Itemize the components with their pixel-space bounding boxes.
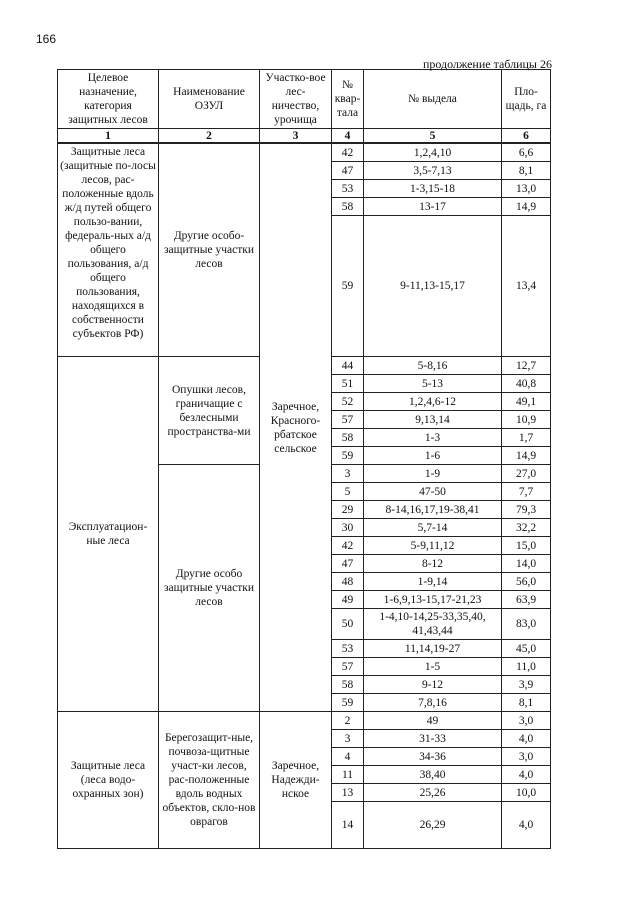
forestry-zarechnoe-krasnogorbatskoe: Заречное, Красного-рбатское сельское	[260, 143, 332, 712]
quarter-cell: 5	[332, 483, 364, 501]
plot-cell: 1,2,4,10	[364, 143, 502, 162]
table-row	[58, 712, 551, 730]
table-row	[58, 143, 551, 162]
plot-cell: 1-6,9,13-15,17-21,23	[364, 591, 502, 609]
plot-cell: 8-14,16,17,19-38,41	[364, 501, 502, 519]
quarter-cell: 2	[332, 712, 364, 730]
ozul-name-other-protective-2: Другие особо защитные участки лесов	[159, 465, 260, 712]
header-purpose: Целевое назначение, категория защитных лесов	[58, 70, 159, 129]
column-number-row	[58, 129, 551, 144]
quarter-cell: 49	[332, 591, 364, 609]
area-cell: 4,0	[502, 730, 551, 748]
quarter-cell: 59	[332, 694, 364, 712]
area-cell: 10,0	[502, 784, 551, 802]
quarter-cell: 3	[332, 730, 364, 748]
area-cell: 4,0	[502, 766, 551, 784]
plot-cell: 5-8,16	[364, 357, 502, 375]
area-cell: 11,0	[502, 658, 551, 676]
area-cell: 12,7	[502, 357, 551, 375]
plot-cell: 9-12	[364, 676, 502, 694]
quarter-cell: 52	[332, 393, 364, 411]
area-cell: 27,0	[502, 465, 551, 483]
plot-cell: 13-17	[364, 198, 502, 216]
area-cell: 7,7	[502, 483, 551, 501]
area-cell: 3,9	[502, 676, 551, 694]
category-water-protection: Защитные леса (леса водо-охранных зон)	[58, 712, 159, 849]
ozul-name-bank-protection: Берегозащит-ные, почвоза-щитные участ-ки лесов, рас-положенные вдоль водных объектов, скло-нов оврагов	[159, 712, 260, 849]
area-cell: 32,2	[502, 519, 551, 537]
area-cell: 40,8	[502, 375, 551, 393]
plot-cell: 34-36	[364, 748, 502, 766]
area-cell: 56,0	[502, 573, 551, 591]
plot-cell: 1-9,14	[364, 573, 502, 591]
plot-cell: 5-9,11,12	[364, 537, 502, 555]
quarter-cell: 58	[332, 429, 364, 447]
plot-cell: 3,5-7,13	[364, 162, 502, 180]
ozul-name-other-protective: Другие особо-защитные участки лесов	[159, 143, 260, 357]
quarter-cell: 42	[332, 143, 364, 162]
quarter-cell: 53	[332, 180, 364, 198]
area-cell: 6,6	[502, 143, 551, 162]
area-cell: 3,0	[502, 748, 551, 766]
plot-cell: 25,26	[364, 784, 502, 802]
quarter-cell: 47	[332, 555, 364, 573]
col-number: 1	[58, 129, 159, 144]
header-row	[58, 70, 551, 129]
area-cell: 79,3	[502, 501, 551, 519]
plot-cell: 5,7-14	[364, 519, 502, 537]
area-cell: 8,1	[502, 694, 551, 712]
col-number: 6	[502, 129, 551, 144]
header-plot: № выдела	[364, 70, 502, 129]
plot-cell: 9,13,14	[364, 411, 502, 429]
plot-cell: 1-6	[364, 447, 502, 465]
plot-cell: 1-4,10-14,25-33,35,40, 41,43,44	[364, 609, 502, 640]
area-cell: 14,0	[502, 555, 551, 573]
quarter-cell: 14	[332, 802, 364, 849]
area-cell: 8,1	[502, 162, 551, 180]
area-cell: 14,9	[502, 198, 551, 216]
plot-cell: 31-33	[364, 730, 502, 748]
quarter-cell: 53	[332, 640, 364, 658]
quarter-cell: 11	[332, 766, 364, 784]
quarter-cell: 57	[332, 411, 364, 429]
plot-cell: 5-13	[364, 375, 502, 393]
quarter-cell: 13	[332, 784, 364, 802]
quarter-cell: 51	[332, 375, 364, 393]
area-cell: 13,0	[502, 180, 551, 198]
forestry-zarechnoe-nadezhdinskoe: Заречное, Надежди-нское	[260, 712, 332, 849]
area-cell: 14,9	[502, 447, 551, 465]
area-cell: 83,0	[502, 609, 551, 640]
area-cell: 10,9	[502, 411, 551, 429]
area-cell: 1,7	[502, 429, 551, 447]
plot-cell: 1-3	[364, 429, 502, 447]
header-forestry: Участко-вое лес-ничество, урочища	[260, 70, 332, 129]
plot-cell: 49	[364, 712, 502, 730]
plot-cell: 26,29	[364, 802, 502, 849]
plot-cell: 11,14,19-27	[364, 640, 502, 658]
col-number: 3	[260, 129, 332, 144]
table-continuation-label: продолжение таблицы 26	[422, 57, 552, 71]
plot-cell: 1-9	[364, 465, 502, 483]
quarter-cell: 59	[332, 216, 364, 357]
plot-cell: 1-5	[364, 658, 502, 676]
plot-cell: 47-50	[364, 483, 502, 501]
quarter-cell: 58	[332, 676, 364, 694]
area-cell: 45,0	[502, 640, 551, 658]
quarter-cell: 50	[332, 609, 364, 640]
area-cell: 13,4	[502, 216, 551, 357]
quarter-cell: 29	[332, 501, 364, 519]
col-number: 2	[159, 129, 260, 144]
quarter-cell: 4	[332, 748, 364, 766]
col-number: 5	[364, 129, 502, 144]
forest-table	[57, 69, 551, 849]
quarter-cell: 48	[332, 573, 364, 591]
header-quarter: № квар-тала	[332, 70, 364, 129]
plot-cell: 7,8,16	[364, 694, 502, 712]
area-cell: 63,9	[502, 591, 551, 609]
plot-cell: 1-3,15-18	[364, 180, 502, 198]
quarter-cell: 42	[332, 537, 364, 555]
area-cell: 4,0	[502, 802, 551, 849]
area-cell: 49,1	[502, 393, 551, 411]
plot-cell: 38,40	[364, 766, 502, 784]
quarter-cell: 30	[332, 519, 364, 537]
plot-cell: 1,2,4,6-12	[364, 393, 502, 411]
quarter-cell: 3	[332, 465, 364, 483]
col-number: 4	[332, 129, 364, 144]
area-cell: 15,0	[502, 537, 551, 555]
quarter-cell: 58	[332, 198, 364, 216]
area-cell: 3,0	[502, 712, 551, 730]
quarter-cell: 44	[332, 357, 364, 375]
header-ozul-name: Наименование ОЗУЛ	[159, 70, 260, 129]
category-protective-strips: Защитные леса (защитные по-лосы лесов, рас-положенные вдоль ж/д путей общего пользо-вании, федераль-ных а/д общего пользования, а/д общего пользования, находящихся в собственности субъектов РФ)	[58, 143, 159, 357]
plot-cell: 8-12	[364, 555, 502, 573]
plot-cell: 9-11,13-15,17	[364, 216, 502, 357]
quarter-cell: 47	[332, 162, 364, 180]
category-exploitation-forests: Эксплуатацион-ные леса	[58, 357, 159, 712]
ozul-name-forest-edges: Опушки лесов, граничащие с безлесными пространства-ми	[159, 357, 260, 465]
page-number: 166	[36, 32, 57, 46]
header-area: Пло-щадь, га	[502, 70, 551, 129]
quarter-cell: 59	[332, 447, 364, 465]
quarter-cell: 57	[332, 658, 364, 676]
